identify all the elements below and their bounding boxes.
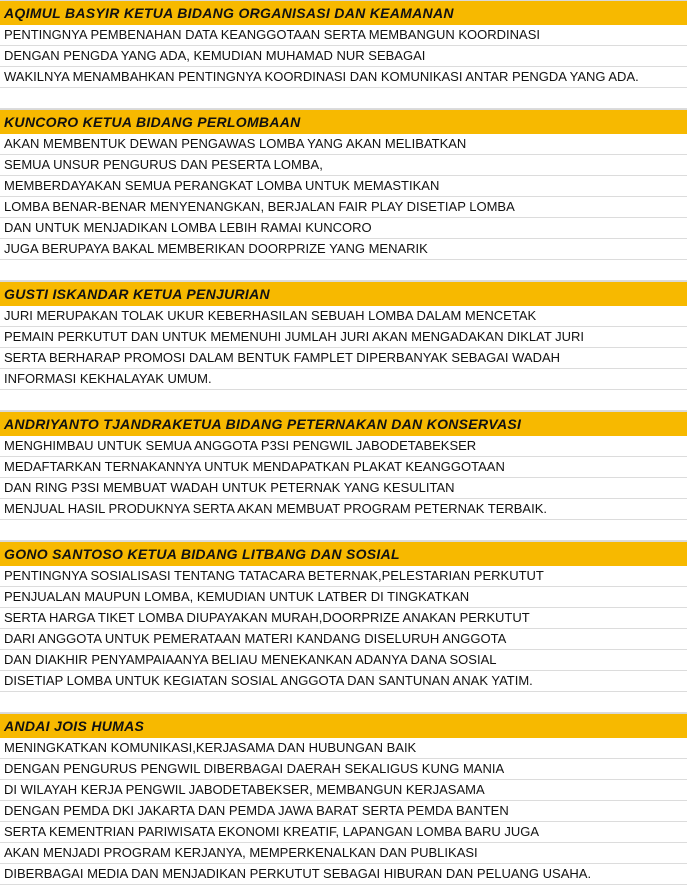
section-organisasi (0, 0, 687, 109)
spacer-row (0, 390, 687, 411)
text-line: MEDAFTARKAN TERNAKANNYA UNTUK MENDAPATKAN PLAKAT KEANGGOTAAN (0, 457, 687, 478)
section-title: GONO SANTOSO KETUA BIDANG LITBANG DAN SOSIAL (0, 541, 687, 566)
text-line: JURI MERUPAKAN TOLAK UKUR KEBERHASILAN SEBUAH LOMBA DALAM MENCETAK (0, 306, 687, 327)
text-line: LOMBA BENAR-BENAR MENYENANGKAN, BERJALAN FAIR PLAY DISETIAP LOMBA (0, 197, 687, 218)
text-line: SERTA HARGA TIKET LOMBA DIUPAYAKAN MURAH,DOORPRIZE ANAKAN PERKUTUT (0, 608, 687, 629)
text-line: DARI ANGGOTA UNTUK PEMERATAAN MATERI KANDANG DISELURUH ANGGOTA (0, 629, 687, 650)
section-title: ANDAI JOIS HUMAS (0, 713, 687, 738)
text-line: MENJUAL HASIL PRODUKNYA SERTA AKAN MEMBUAT PROGRAM PETERNAK TERBAIK. (0, 499, 687, 520)
section-title: AQIMUL BASYIR KETUA BIDANG ORGANISASI DAN KEAMANAN (0, 0, 687, 25)
text-line: DAN RING P3SI MEMBUAT WADAH UNTUK PETERNAK YANG KESULITAN (0, 478, 687, 499)
text-line: DAN DIAKHIR PENYAMPAIAANYA BELIAU MENEKANKAN ADANYA DANA SOSIAL (0, 650, 687, 671)
text-line: AKAN MEMBENTUK DEWAN PENGAWAS LOMBA YANG AKAN MELIBATKAN (0, 134, 687, 155)
text-line: JUGA BERUPAYA BAKAL MEMBERIKAN DOORPRIZE YANG MENARIK (0, 239, 687, 260)
text-line: DISETIAP LOMBA UNTUK KEGIATAN SOSIAL ANGGOTA DAN SANTUNAN ANAK YATIM. (0, 671, 687, 692)
text-line: PENJUALAN MAUPUN LOMBA, KEMUDIAN UNTUK LATBER DI TINGKATKAN (0, 587, 687, 608)
text-line: PENTINGNYA SOSIALISASI TENTANG TATACARA BETERNAK,PELESTARIAN PERKUTUT (0, 566, 687, 587)
text-line: MEMBERDAYAKAN SEMUA PERANGKAT LOMBA UNTUK MEMASTIKAN (0, 176, 687, 197)
text-line: SERTA KEMENTRIAN PARIWISATA EKONOMI KREATIF, LAPANGAN LOMBA BARU JUGA (0, 822, 687, 843)
text-line: DENGAN PENGDA YANG ADA, KEMUDIAN MUHAMAD NUR SEBAGAI (0, 46, 687, 67)
section-title: GUSTI ISKANDAR KETUA PENJURIAN (0, 281, 687, 306)
text-line: WAKILNYA MENAMBAHKAN PENTINGNYA KOORDINASI DAN KOMUNIKASI ANTAR PENGDA YANG ADA. (0, 67, 687, 88)
section-title: ANDRIYANTO TJANDRAKETUA BIDANG PETERNAKAN DAN KONSERVASI (0, 411, 687, 436)
text-line: DIBERBAGAI MEDIA DAN MENJADIKAN PERKUTUT SEBAGAI HIBURAN DAN PELUANG USAHA. (0, 864, 687, 885)
section-humas (0, 713, 687, 885)
spacer-row (0, 260, 687, 281)
text-line: DENGAN PENGURUS PENGWIL DIBERBAGAI DAERAH SEKALIGUS KUNG MANIA (0, 759, 687, 780)
section-title: KUNCORO KETUA BIDANG PERLOMBAAN (0, 109, 687, 134)
text-line: MENINGKATKAN KOMUNIKASI,KERJASAMA DAN HUBUNGAN BAIK (0, 738, 687, 759)
text-line: SEMUA UNSUR PENGURUS DAN PESERTA LOMBA, (0, 155, 687, 176)
section-perlombaan (0, 109, 687, 281)
text-line: MENGHIMBAU UNTUK SEMUA ANGGOTA P3SI PENGWIL JABODETABEKSER (0, 436, 687, 457)
spacer-row (0, 88, 687, 109)
text-line: INFORMASI KEKHALAYAK UMUM. (0, 369, 687, 390)
text-line: SERTA BERHARAP PROMOSI DALAM BENTUK FAMPLET DIPERBANYAK SEBAGAI WADAH (0, 348, 687, 369)
spacer-row (0, 520, 687, 541)
text-line: AKAN MENJADI PROGRAM KERJANYA, MEMPERKENALKAN DAN PUBLIKASI (0, 843, 687, 864)
text-line: DENGAN PEMDA DKI JAKARTA DAN PEMDA JAWA BARAT SERTA PEMDA BANTEN (0, 801, 687, 822)
text-line: DI WILAYAH KERJA PENGWIL JABODETABEKSER, MEMBANGUN KERJASAMA (0, 780, 687, 801)
section-peternakan (0, 411, 687, 541)
text-line: PENTINGNYA PEMBENAHAN DATA KEANGGOTAAN SERTA MEMBANGUN KOORDINASI (0, 25, 687, 46)
section-litbang (0, 541, 687, 713)
section-penjurian (0, 281, 687, 411)
text-line: DAN UNTUK MENJADIKAN LOMBA LEBIH RAMAI KUNCORO (0, 218, 687, 239)
spacer-row (0, 692, 687, 713)
text-line: PEMAIN PERKUTUT DAN UNTUK MEMENUHI JUMLAH JURI AKAN MENGADAKAN DIKLAT JURI (0, 327, 687, 348)
